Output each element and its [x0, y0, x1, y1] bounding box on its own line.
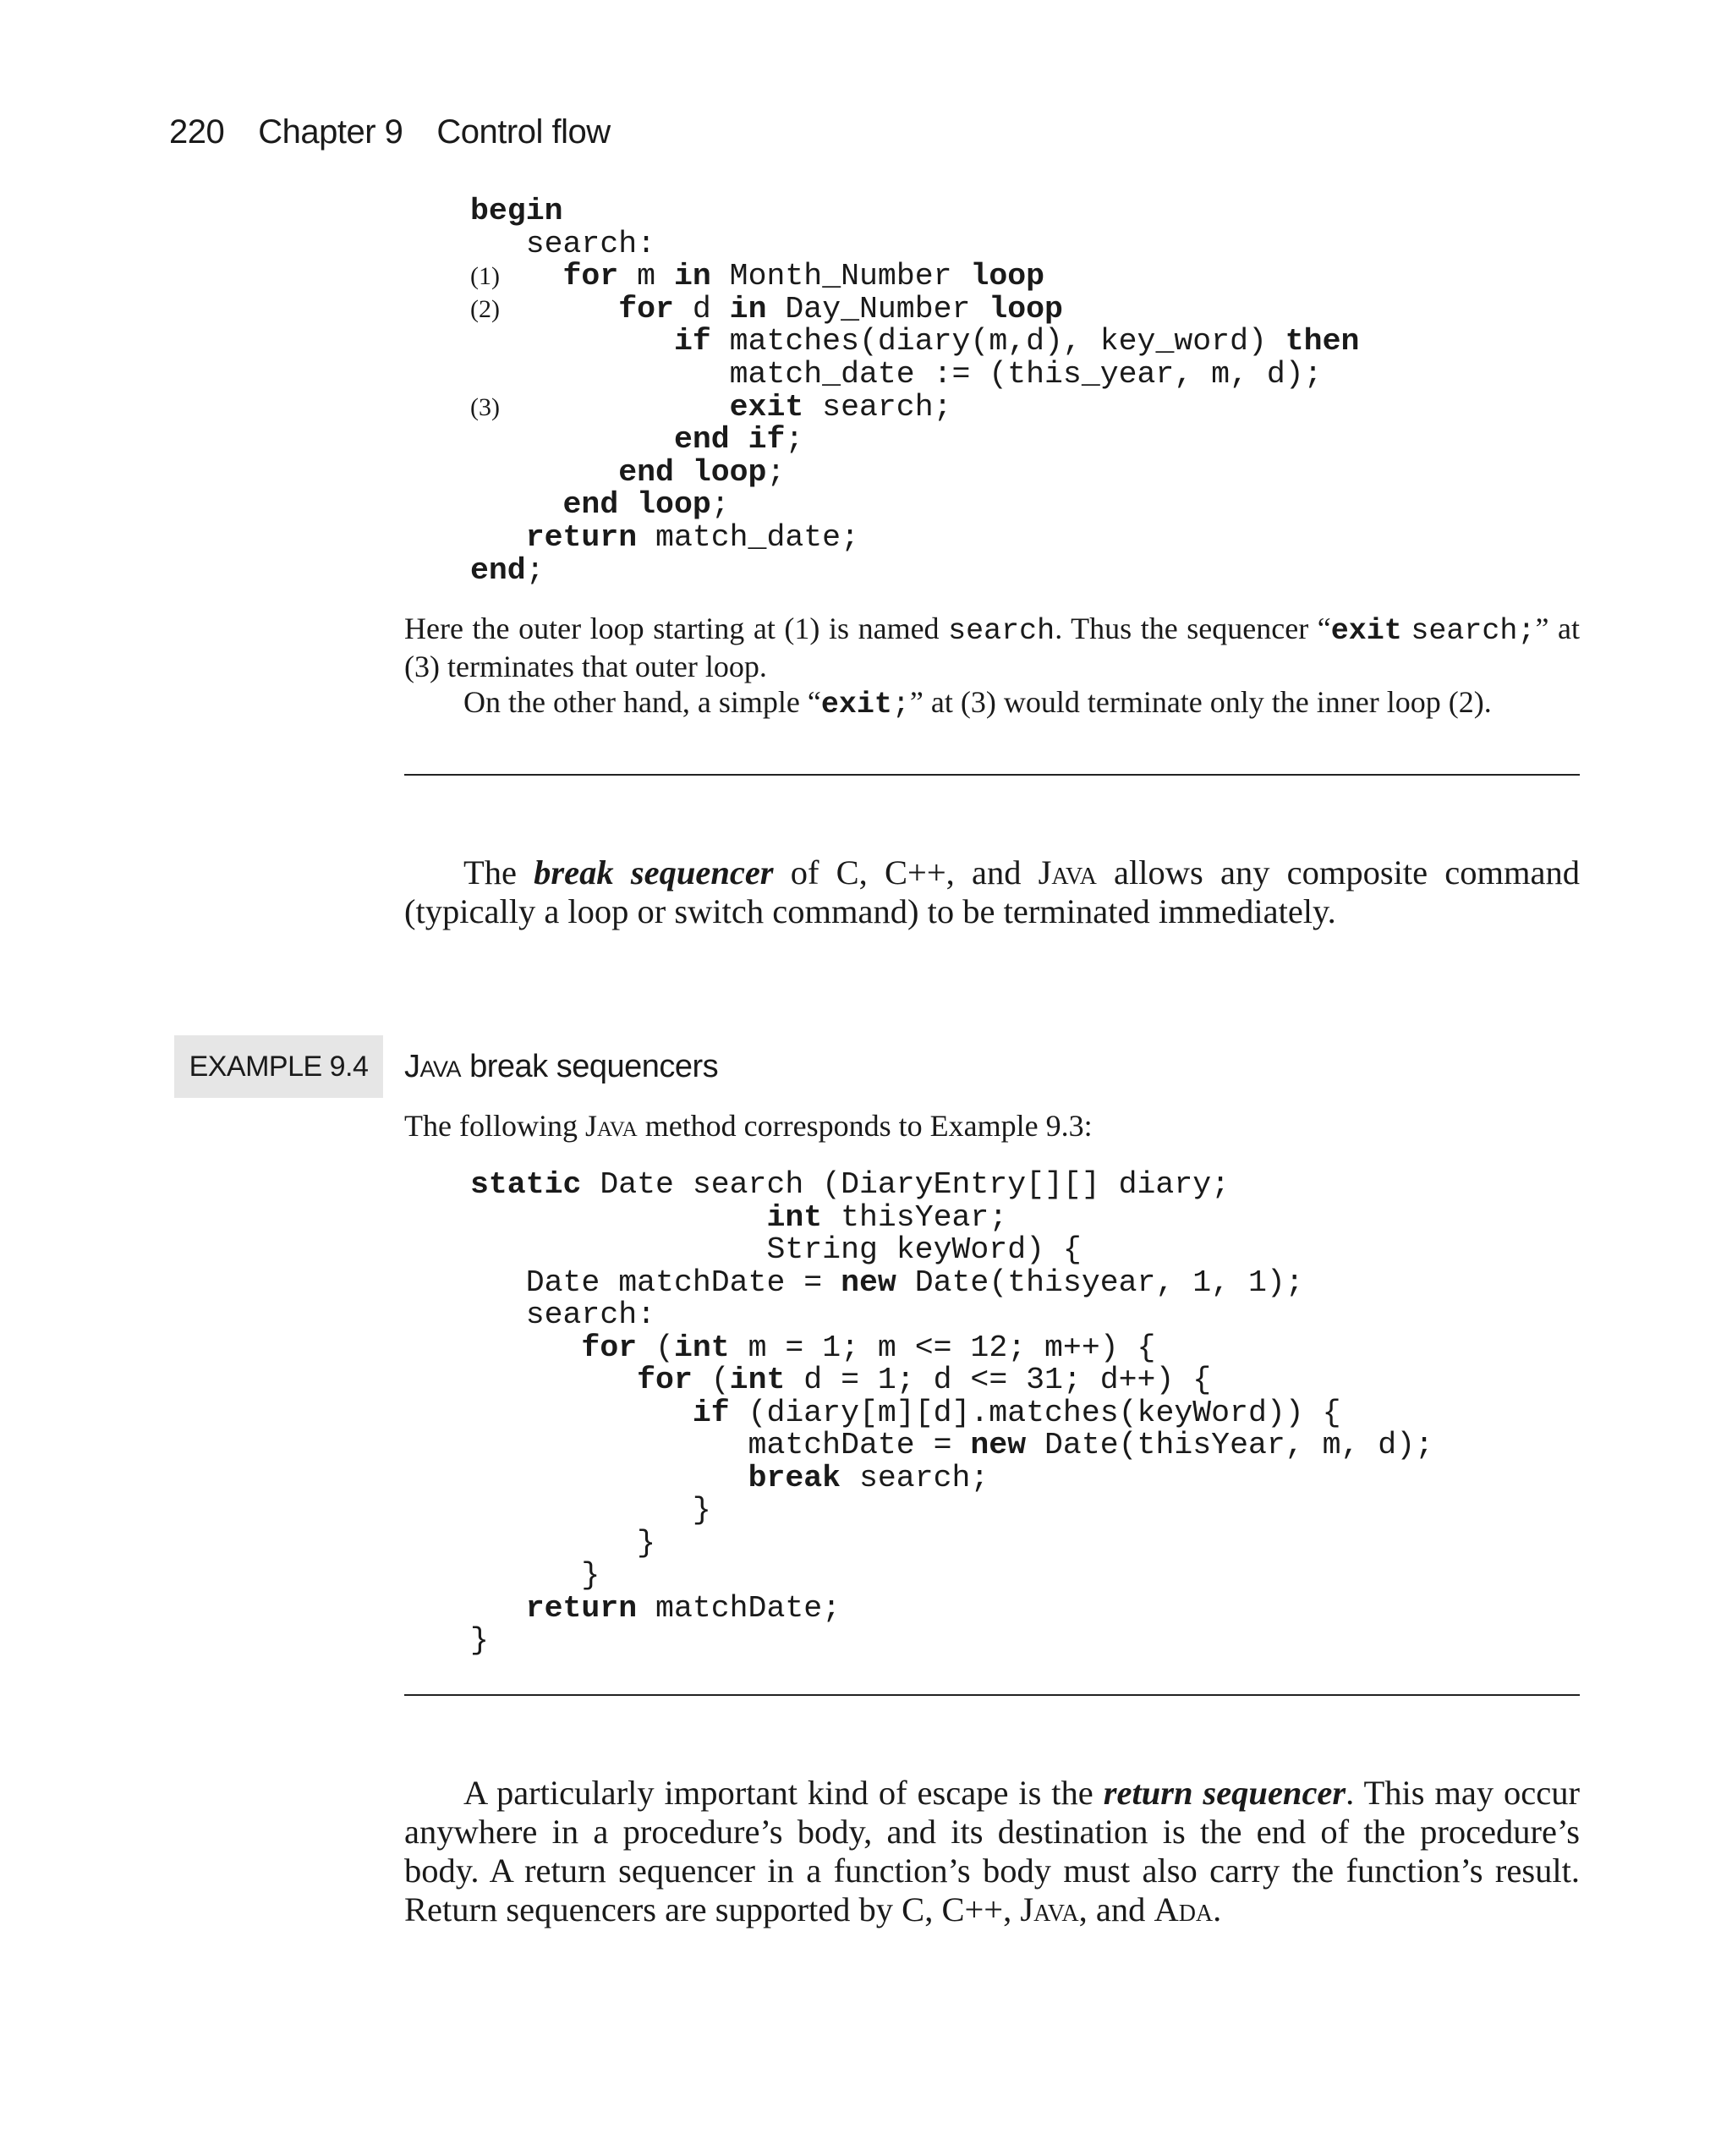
- language-name: Ada: [1154, 1890, 1214, 1928]
- code-line: [470, 1330, 1155, 1365]
- code-text: [470, 1396, 693, 1430]
- text-run: Here the outer loop starting at (1) is named: [404, 612, 949, 645]
- code-text: search;: [803, 389, 952, 425]
- code-keyword: break: [748, 1460, 841, 1495]
- code-keyword: static: [470, 1167, 582, 1202]
- example-intro: [404, 1108, 1580, 1144]
- explanation-paragraph-2: [404, 684, 1580, 722]
- defined-term: break sequencer: [534, 853, 774, 891]
- code-line: [470, 1461, 989, 1495]
- code-inline-keyword: exit: [820, 688, 892, 721]
- line-marker-3: (3): [470, 393, 500, 421]
- code-line: [470, 292, 1063, 326]
- language-name: Java: [1020, 1890, 1079, 1928]
- text-run: ” at (3) terminates that outer loop.: [404, 612, 1580, 683]
- code-text: m: [618, 259, 674, 294]
- code-text: [470, 1200, 766, 1235]
- text-run: The: [463, 853, 534, 891]
- language-name: Java: [584, 1109, 638, 1143]
- code-keyword: in: [729, 291, 767, 326]
- code-text: Day_Number: [766, 291, 989, 326]
- java-code-block: [470, 1169, 1433, 1658]
- code-line: [470, 357, 1323, 392]
- code-keyword: end loop: [562, 487, 711, 523]
- text-run: On the other hand, a simple “: [463, 685, 821, 719]
- code-keyword: for: [562, 259, 619, 294]
- text-run: , and: [1078, 1890, 1154, 1928]
- code-keyword: return: [525, 1590, 638, 1626]
- code-text: d: [673, 291, 730, 326]
- text-run: A particularly important kind of escape is the: [463, 1774, 1104, 1812]
- code-keyword: new: [970, 1428, 1027, 1462]
- code-text: (: [637, 1330, 674, 1365]
- code-text: [470, 455, 618, 490]
- language-name: Java: [404, 1049, 462, 1084]
- code-inline: ;: [891, 688, 910, 721]
- line-marker-1: (1): [470, 262, 500, 290]
- code-text: }: [470, 1525, 656, 1561]
- section-divider-rule: [404, 774, 1580, 776]
- text-run: The following: [404, 1109, 585, 1143]
- text-run: .: [1213, 1890, 1222, 1928]
- code-text: }: [470, 1623, 489, 1658]
- code-line: [470, 455, 785, 490]
- code-keyword: int: [729, 1363, 786, 1397]
- code-keyword: loop: [970, 259, 1045, 294]
- code-text: ;: [710, 487, 730, 523]
- code-text: [470, 1330, 581, 1365]
- ada-code-block: [470, 195, 1359, 587]
- code-line: [470, 1232, 1082, 1267]
- code-inline: search;: [1411, 614, 1536, 648]
- code-keyword: int: [766, 1199, 823, 1235]
- code-text: search;: [841, 1460, 989, 1495]
- code-keyword: return: [525, 519, 638, 555]
- code-text: Date search (DiaryEntry[][] diary;: [581, 1167, 1230, 1202]
- code-text: String keyWord) {: [470, 1232, 1082, 1267]
- return-sequencer-paragraph: [404, 1774, 1580, 1929]
- code-keyword: end loop: [618, 454, 767, 490]
- code-keyword: end: [470, 552, 526, 588]
- code-line: [470, 324, 1359, 359]
- code-text: m = 1; m <= 12; m++) {: [729, 1330, 1156, 1365]
- code-keyword: if: [692, 1395, 730, 1430]
- text-run: allows any composite command (typically a loop or switch command) to be terminated immediately.: [404, 853, 1581, 930]
- code-text: Date matchDate =: [470, 1265, 841, 1300]
- code-keyword: if: [673, 324, 711, 359]
- example-end-rule: [404, 1694, 1580, 1696]
- code-text: (diary[m][d].matches(keyWord)) {: [729, 1395, 1341, 1430]
- code-text: ;: [525, 552, 545, 588]
- code-text: match_date := (this_year, m, d);: [470, 356, 1323, 392]
- language-name: Java: [1038, 853, 1097, 891]
- code-line: [470, 1526, 655, 1561]
- code-line: [470, 1623, 489, 1658]
- code-keyword: then: [1285, 324, 1360, 359]
- code-text: Date(thisyear, 1, 1);: [896, 1265, 1304, 1300]
- example-title: [404, 1049, 718, 1085]
- text-run: method corresponds to Example 9.3:: [637, 1109, 1093, 1143]
- code-line: [470, 520, 859, 555]
- code-line: [470, 259, 1044, 294]
- code-line: [470, 1591, 841, 1626]
- code-line: [470, 1200, 1007, 1235]
- code-line: [470, 1167, 1230, 1202]
- code-keyword: begin: [470, 194, 563, 228]
- code-line: [470, 487, 730, 522]
- code-text: matchDate =: [470, 1428, 971, 1462]
- code-text: matches(diary(m,d), key_word): [710, 324, 1285, 359]
- code-keyword: new: [841, 1265, 896, 1300]
- code-keyword: for: [618, 291, 674, 326]
- code-line: [470, 390, 952, 425]
- code-keyword: in: [673, 259, 711, 294]
- code-text: Month_Number: [710, 259, 971, 294]
- code-keyword: exit: [729, 389, 804, 425]
- text-run: [1402, 612, 1411, 645]
- chapter-label: Chapter 9: [258, 113, 403, 151]
- code-line: [470, 194, 563, 228]
- code-keyword: end if: [673, 422, 786, 458]
- code-text: [470, 520, 526, 555]
- break-sequencer-paragraph: [404, 853, 1580, 931]
- code-text: [470, 390, 730, 425]
- code-line: [470, 1363, 1211, 1397]
- code-keyword: for: [581, 1330, 638, 1365]
- code-text: match_date;: [637, 519, 859, 555]
- text-run: ” at (3) would terminate only the inner loop (2).: [909, 685, 1492, 719]
- code-text: }: [470, 1493, 711, 1528]
- section-title: Control flow: [436, 113, 611, 151]
- code-line: [470, 1558, 600, 1593]
- code-keyword: int: [673, 1330, 730, 1365]
- line-marker-2: (2): [470, 295, 500, 323]
- example-title-text: break sequencers: [461, 1049, 719, 1084]
- code-text: [470, 487, 563, 522]
- code-text: [470, 422, 674, 457]
- code-line: [470, 227, 655, 261]
- example-badge: EXAMPLE 9.4: [174, 1035, 383, 1098]
- code-keyword: for: [637, 1363, 693, 1397]
- code-text: Date(thisYear, m, d);: [1026, 1428, 1434, 1462]
- code-text: matchDate;: [637, 1590, 841, 1626]
- code-text: search:: [470, 1297, 656, 1332]
- text-run: . This may occur anywhere in a procedure’s body, and its destination is the end of the procedure’s body. A return sequencer in a function’s body must also carry the function’s result. Return sequencers are supported by C, C++,: [404, 1774, 1580, 1928]
- code-line: [470, 422, 803, 457]
- code-line: [470, 553, 545, 588]
- code-text: ;: [785, 422, 804, 458]
- code-text: }: [470, 1558, 600, 1593]
- code-line: [470, 1265, 1304, 1300]
- explanation-paragraph-1: [404, 611, 1580, 684]
- text-run: of C, C++, and: [773, 853, 1039, 891]
- code-line: [470, 1297, 655, 1332]
- code-inline: search: [948, 614, 1055, 648]
- code-text: [470, 324, 674, 359]
- defined-term: return sequencer: [1103, 1774, 1346, 1812]
- code-line: [470, 1396, 1340, 1430]
- code-text: ;: [766, 454, 786, 490]
- code-line: [470, 1493, 711, 1528]
- code-inline-keyword: exit: [1330, 614, 1402, 648]
- code-line: [470, 1428, 1433, 1462]
- code-text: [470, 1363, 637, 1397]
- code-text: [470, 1591, 526, 1626]
- running-head: [169, 113, 611, 151]
- code-text: d = 1; d <= 31; d++) {: [785, 1363, 1212, 1397]
- text-run: . Thus the sequencer “: [1055, 612, 1331, 645]
- code-keyword: loop: [989, 291, 1063, 326]
- code-text: [470, 1461, 748, 1495]
- code-text: thisYear;: [822, 1199, 1008, 1235]
- example-explanation: [404, 611, 1580, 722]
- code-text: search:: [470, 226, 656, 261]
- code-text: (: [692, 1363, 730, 1397]
- page-number: 220: [169, 113, 225, 151]
